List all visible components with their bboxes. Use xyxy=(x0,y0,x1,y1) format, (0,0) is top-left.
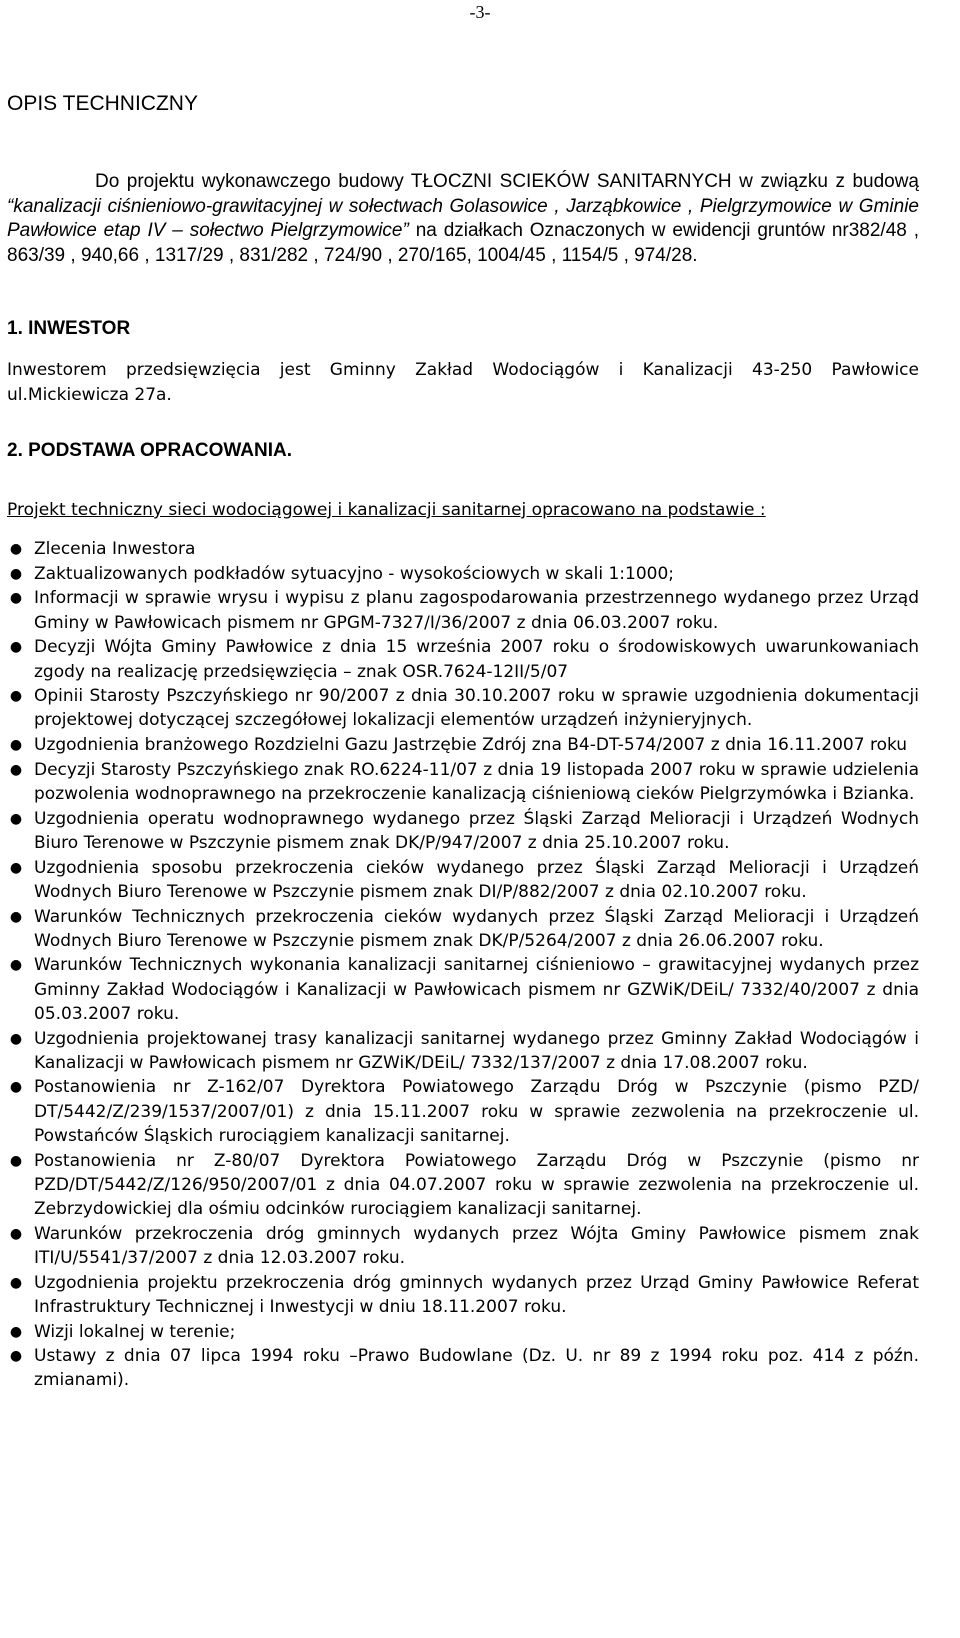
bullet-icon: ● xyxy=(9,1030,23,1047)
list-item xyxy=(0,953,919,1026)
list-item-text: Uzgodnienia sposobu przekroczenia cieków wydanego przez Śląski Zarząd Melioracji i Urządzeń Wodnych Biuro Terenowe w Pszczynie pismem znak DI/P/882/2007 z dnia 02.10.2007 roku. xyxy=(34,857,919,902)
bullet-icon: ● xyxy=(9,908,23,925)
list-item xyxy=(0,1271,919,1319)
document-title: OPIS TECHNICZNY xyxy=(7,92,198,115)
list-item xyxy=(0,1222,919,1270)
list-item xyxy=(0,1320,919,1344)
intro-text-start: Do projektu wykonawczego budowy TŁOCZNI SCIEKÓW SANITARNYCH w związku z budową xyxy=(95,171,919,192)
list-item-text: Wizji lokalnej w terenie; xyxy=(34,1321,236,1342)
list-item-text: Warunków Technicznych przekroczenia cieków wydanych przez Śląski Zarząd Melioracji i Urządzeń Wodnych Biuro Terenowe w Pszczynie pismem znak DK/P/5264/2007 z dnia 26.06.2007 roku. xyxy=(34,906,919,951)
list-item-text: Uzgodnienia operatu wodnoprawnego wydanego przez Śląski Zarząd Melioracji i Urządzeń Wodnych Biuro Terenowe w Pszczynie pismem znak DK/P/947/2007 z dnia 25.10.2007 roku. xyxy=(34,808,919,853)
list-item xyxy=(0,1149,919,1222)
bullet-icon: ● xyxy=(9,639,23,656)
list-item-text: Uzgodnienia projektowanej trasy kanalizacji sanitarnej wydanego przez Gminny Zakład Wodociągów i Kanalizacji w Pawłowicach pismem nr GZWiK/DEiL/ 7332/137/2007 z dnia 17.08.2007 roku. xyxy=(34,1028,919,1073)
intro-project-name: “kanalizacji ciśnieniowo-grawitacyjnej w sołectwach Golasowice , Jarząbkowice , Pielgrzymowice w Gminie Pawłowice etap IV – sołectwo Pielgrzymowice” xyxy=(7,195,919,242)
list-item-text: Uzgodnienia projektu przekroczenia dróg gminnych wydanych przez Urząd Gminy Pawłowice Referat Infrastruktury Technicznej i Inwestycji w dniu 18.11.2007 roku. xyxy=(34,1272,919,1317)
list-item xyxy=(0,684,919,732)
intro-text-end: na działkach Oznaczonych w ewidencji gruntów nr382/48 , 863/39 , 940,66 , 1317/29 , 831/282 , 724/90 , 270/165, 1004/45 , 1154/5 , 974/28. xyxy=(7,220,919,267)
list-item xyxy=(0,1027,919,1075)
bullet-icon: ● xyxy=(9,810,23,827)
bullet-icon: ● xyxy=(9,590,23,607)
list-item xyxy=(0,1344,919,1392)
section-basis-intro: Projekt techniczny sieci wodociągowej i kanalizacji sanitarnej opracowano na podstawie : xyxy=(7,500,766,520)
bullet-icon: ● xyxy=(9,957,23,974)
list-item-text: Postanowienia nr Z-80/07 Dyrektora Powiatowego Zarządu Dróg w Pszczynie (pismo nr PZD/DT/5442/Z/126/950/2007/01 z dnia 04.07.2007 roku w sprawie zezwolenia na przekroczenie ul. Zebrzydowickiej dla ośmiu odcinków rurociągiem kanalizacji sanitarnej. xyxy=(34,1150,919,1219)
list-item-text: Postanowienia nr Z-162/07 Dyrektora Powiatowego Zarządu Dróg w Pszczynie (pismo PZD/ DT/5442/Z/239/1537/2007/01) z dnia 15.11.2007 roku w sprawie zezwolenia na przekroczenie ul. Powstańców Śląskich rurociągiem kanalizacji sanitarnej. xyxy=(34,1077,919,1146)
bullet-icon: ● xyxy=(9,1225,23,1242)
bullet-icon: ● xyxy=(9,1079,23,1096)
list-item-text: Zlecenia Inwestora xyxy=(34,539,196,559)
list-item xyxy=(0,537,919,561)
list-item xyxy=(0,856,919,904)
bullet-icon: ● xyxy=(9,1152,23,1169)
bullet-icon: ● xyxy=(9,761,23,778)
section-basis-title: 2. PODSTAWA OPRACOWANIA. xyxy=(7,440,293,461)
page-number: -3- xyxy=(469,2,491,22)
list-item xyxy=(0,562,919,586)
bullet-icon: ● xyxy=(9,565,23,582)
list-item-text: Decyzji Starosty Pszczyńskiego znak RO.6224-11/07 z dnia 19 listopada 2007 roku w sprawie udzielenia pozwolenia wodnoprawnego na przekroczenie kanalizacją ciśnieniową cieków Pielgrzymówka i Bzianka. xyxy=(34,759,919,805)
intro-paragraph xyxy=(7,170,919,269)
bullet-icon: ● xyxy=(9,688,23,705)
list-item-text: Opinii Starosty Pszczyńskiego nr 90/2007 z dnia 30.10.2007 roku w sprawie uzgodnienia dokumentacji projektowej dotyczącej szczegółowej lokalizacji elementów urządzeń inżynieryjnych. xyxy=(34,686,919,731)
bullet-icon: ● xyxy=(9,1274,23,1291)
list-item xyxy=(0,758,919,806)
bullet-icon: ● xyxy=(9,859,23,876)
list-item-text: Warunków Technicznych wykonania kanalizacji sanitarnej ciśnieniowo – grawitacyjnej wydanych przez Gminny Zakład Wodociągów i Kanalizacji w Pawłowicach pismem nr GZWiK/DEiL/ 7332/40/2007 z dnia 05.03.2007 roku. xyxy=(34,955,919,1024)
basis-list xyxy=(0,537,919,1393)
list-item-text: Decyzji Wójta Gminy Pawłowice z dnia 15 września 2007 roku o środowiskowych uwarunkowaniach zgody na realizację przedsięwzięcia – znak OSR.7624-12II/5/07 xyxy=(34,637,919,682)
list-item-text: Warunków przekroczenia dróg gminnych wydanych przez Wójta Gminy Pawłowice pismem znak ITI/U/5541/37/2007 z dnia 12.03.2007 roku. xyxy=(34,1223,919,1268)
section-investor-title: 1. INWESTOR xyxy=(7,318,131,339)
bullet-icon: ● xyxy=(9,541,23,557)
list-item xyxy=(0,905,919,953)
section-investor-body: Inwestorem przedsięwzięcia jest Gminny Zakład Wodociągów i Kanalizacji 43-250 Pawłowice ul.Mickiewicza 27a. xyxy=(7,360,919,405)
list-item xyxy=(0,635,919,683)
list-item xyxy=(0,1075,919,1148)
list-item xyxy=(0,586,919,634)
list-item-text: Zaktualizowanych podkładów sytuacyjno - wysokościowych w skali 1:1000; xyxy=(34,563,675,584)
bullet-icon: ● xyxy=(9,1323,23,1340)
list-item xyxy=(0,733,919,757)
bullet-icon: ● xyxy=(9,737,23,754)
bullet-icon: ● xyxy=(9,1348,23,1365)
list-item xyxy=(0,807,919,855)
list-item-text: Ustawy z dnia 07 lipca 1994 roku –Prawo Budowlane (Dz. U. nr 89 z 1994 roku poz. 414 z późn. zmianami). xyxy=(34,1346,919,1391)
list-item-text: Informacji w sprawie wrysu i wypisu z planu zagospodarowania przestrzennego wydanego przez Urząd Gminy w Pawłowicach pismem nr GPGM-7327/I/36/2007 z dnia 06.03.2007 roku. xyxy=(34,588,919,633)
list-item-text: Uzgodnienia branżowego Rozdzielni Gazu Jastrzębie Zdrój zna B4-DT-574/2007 z dnia 16.11.2007 roku xyxy=(34,735,908,756)
